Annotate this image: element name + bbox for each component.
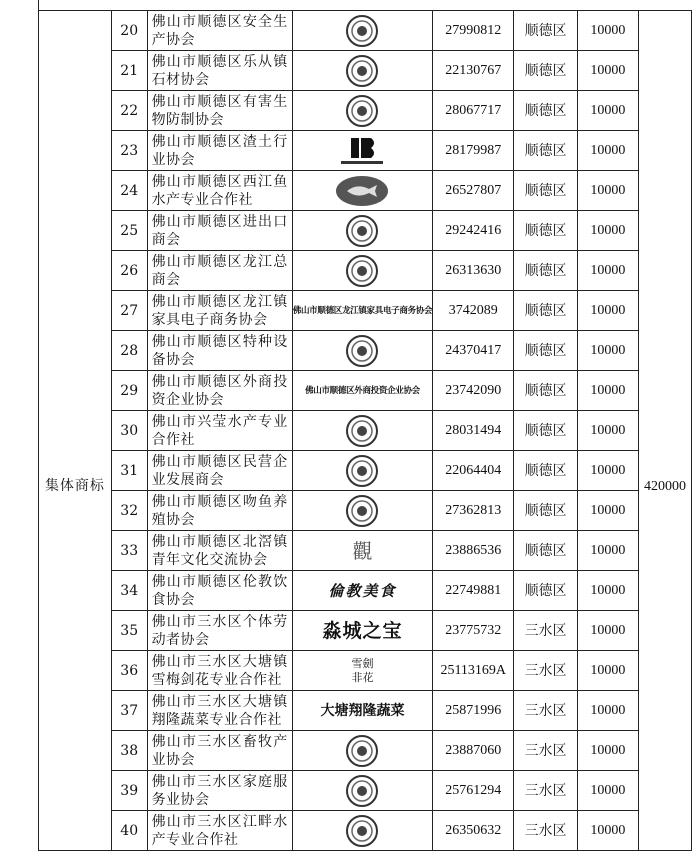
table-row [39, 211, 692, 251]
trademark-logo-glyph: 觀 [352, 538, 373, 563]
district: 顺德区 [514, 171, 578, 211]
trademark-logo-icon [345, 774, 379, 808]
district: 顺德区 [514, 531, 578, 571]
subsidy-amount: 10000 [577, 811, 638, 851]
district: 顺德区 [514, 131, 578, 171]
trademark-logo-cell [292, 411, 432, 451]
applicant-name: 佛山市顺德区西江鱼水产专业合作社 [147, 171, 292, 211]
applicant-name: 佛山市顺德区有害生物防制协会 [147, 91, 292, 131]
registration-number: 23775732 [433, 611, 514, 651]
trademark-logo-cell [292, 131, 432, 171]
row-number: 32 [111, 491, 147, 531]
applicant-name: 佛山市三水区家庭服务业协会 [147, 771, 292, 811]
applicant-name: 佛山市三水区畜牧产业协会 [147, 731, 292, 771]
subsidy-amount: 10000 [577, 51, 638, 91]
registration-number: 23742090 [433, 371, 514, 411]
district: 顺德区 [514, 451, 578, 491]
trademark-logo-icon [345, 254, 379, 288]
table-row [39, 91, 692, 131]
logo-line-2: 非花 [351, 670, 374, 684]
subsidy-amount: 10000 [577, 171, 638, 211]
category-label: 集体商标 [44, 477, 105, 494]
trademark-logo-icon [345, 334, 379, 368]
applicant-name: 佛山市三水区江畔水产专业合作社 [147, 811, 292, 851]
trademark-logo-icon [337, 135, 387, 167]
row-number: 34 [111, 571, 147, 611]
trademark-logo-icon [345, 414, 379, 448]
trademark-logo-cell [292, 291, 432, 331]
subsidy-amount: 10000 [577, 571, 638, 611]
applicant-name: 佛山市顺德区安全生产协会 [147, 11, 292, 51]
trademark-logo-text: 淼城之宝 [322, 619, 403, 642]
registration-number: 23886536 [433, 531, 514, 571]
subsidy-amount: 10000 [577, 11, 638, 51]
trademark-logo-cell [292, 531, 432, 571]
trademark-logo-text: 佛山市顺德区龙江镇家具电子商务协会 [292, 305, 433, 316]
registration-number: 22064404 [433, 451, 514, 491]
table-row [39, 491, 692, 531]
registration-number: 28179987 [433, 131, 514, 171]
trademark-logo-icon [345, 734, 379, 768]
district: 顺德区 [514, 291, 578, 331]
row-number: 22 [111, 91, 147, 131]
row-number: 30 [111, 411, 147, 451]
district: 三水区 [514, 691, 578, 731]
total-amount: 420000 [643, 478, 686, 494]
registration-number: 25871996 [433, 691, 514, 731]
logo-line-1: 雪劍 [351, 656, 374, 670]
district: 顺德区 [514, 11, 578, 51]
registration-number: 29242416 [433, 211, 514, 251]
trademark-logo-cell [292, 491, 432, 531]
registration-number: 26313630 [433, 251, 514, 291]
table-row [39, 51, 692, 91]
table-row [39, 571, 692, 611]
row-number: 39 [111, 771, 147, 811]
trademark-logo-cell [292, 91, 432, 131]
trademark-logo-icon [345, 214, 379, 248]
row-number: 37 [111, 691, 147, 731]
registration-number: 24370417 [433, 331, 514, 371]
table-row [39, 411, 692, 451]
row-number: 28 [111, 331, 147, 371]
table-row [39, 531, 692, 571]
table-row [39, 811, 692, 851]
subsidy-amount: 10000 [577, 451, 638, 491]
subsidy-amount: 10000 [577, 411, 638, 451]
subsidy-amount: 10000 [577, 491, 638, 531]
table-row [39, 691, 692, 731]
district: 三水区 [514, 811, 578, 851]
table-row [39, 291, 692, 331]
subsidy-amount: 10000 [577, 371, 638, 411]
applicant-name: 佛山市三水区大塘镇翔隆蔬菜专业合作社 [147, 691, 292, 731]
trademark-logo-cell [292, 691, 432, 731]
table-row [39, 251, 692, 291]
applicant-name: 佛山市顺德区吻鱼养殖协会 [147, 491, 292, 531]
trademark-logo-cell [292, 211, 432, 251]
registration-number: 25113169A [433, 651, 514, 691]
applicant-name: 佛山市顺德区乐从镇石材协会 [147, 51, 292, 91]
applicant-name: 佛山市兴莹水产专业合作社 [147, 411, 292, 451]
row-number: 40 [111, 811, 147, 851]
category-cell [39, 11, 112, 851]
registration-number: 28067717 [433, 91, 514, 131]
registration-number: 25761294 [433, 771, 514, 811]
row-number: 26 [111, 251, 147, 291]
trademark-logo-text [351, 657, 373, 685]
trademark-logo-cell [292, 251, 432, 291]
district: 三水区 [514, 771, 578, 811]
registration-number: 3742089 [433, 291, 514, 331]
subsidy-amount: 10000 [577, 91, 638, 131]
table-row [39, 771, 692, 811]
trademark-logo-cell [292, 451, 432, 491]
registration-number: 23887060 [433, 731, 514, 771]
district: 顺德区 [514, 51, 578, 91]
trademark-logo-cell [292, 11, 432, 51]
registration-number: 22749881 [433, 571, 514, 611]
registration-number: 27990812 [433, 11, 514, 51]
applicant-name: 佛山市三水区大塘镇雪梅剑花专业合作社 [147, 651, 292, 691]
table-row [39, 11, 692, 51]
district: 顺德区 [514, 411, 578, 451]
row-number: 25 [111, 211, 147, 251]
trademark-logo-cell [292, 611, 432, 651]
trademark-logo-cell [292, 811, 432, 851]
table-row [39, 611, 692, 651]
row-number: 24 [111, 171, 147, 211]
trademark-logo-icon [345, 494, 379, 528]
total-cell [638, 11, 691, 851]
registration-number: 26350632 [433, 811, 514, 851]
applicant-name: 佛山市顺德区外商投资企业协会 [147, 371, 292, 411]
district: 顺德区 [514, 571, 578, 611]
subsidy-amount: 10000 [577, 731, 638, 771]
trademark-logo-cell [292, 331, 432, 371]
district: 顺德区 [514, 331, 578, 371]
trademark-logo-text: 佛山市顺德区外商投资企业协会 [305, 385, 420, 396]
applicant-name: 佛山市顺德区龙江镇家具电子商务协会 [147, 291, 292, 331]
table-row [39, 331, 692, 371]
subsidy-amount: 10000 [577, 331, 638, 371]
registration-number: 26527807 [433, 171, 514, 211]
registration-number: 22130767 [433, 51, 514, 91]
row-number: 20 [111, 11, 147, 51]
trademark-logo-icon [335, 175, 389, 207]
row-number: 29 [111, 371, 147, 411]
district: 三水区 [514, 651, 578, 691]
subsidy-amount: 10000 [577, 251, 638, 291]
trademark-logo-icon [345, 94, 379, 128]
registration-number: 27362813 [433, 491, 514, 531]
trademark-logo-cell [292, 51, 432, 91]
row-number: 35 [111, 611, 147, 651]
trademark-logo-text: 大塘翔隆蔬菜 [320, 702, 405, 719]
trademark-logo-cell [292, 731, 432, 771]
trademark-logo-icon [345, 54, 379, 88]
trademark-logo-icon [345, 14, 379, 48]
district: 顺德区 [514, 251, 578, 291]
table-row [39, 371, 692, 411]
subsidy-amount: 10000 [577, 691, 638, 731]
trademark-logo-cell [292, 771, 432, 811]
district: 顺德区 [514, 91, 578, 131]
subsidy-amount: 10000 [577, 291, 638, 331]
applicant-name: 佛山市顺德区伦教饮食协会 [147, 571, 292, 611]
applicant-name: 佛山市顺德区龙江总商会 [147, 251, 292, 291]
registration-number: 28031494 [433, 411, 514, 451]
table-row [39, 451, 692, 491]
district: 顺德区 [514, 371, 578, 411]
row-number: 21 [111, 51, 147, 91]
subsidy-amount: 10000 [577, 771, 638, 811]
applicant-name: 佛山市三水区个体劳动者协会 [147, 611, 292, 651]
applicant-name: 佛山市顺德区进出口商会 [147, 211, 292, 251]
district: 顺德区 [514, 491, 578, 531]
applicant-name: 佛山市顺德区渣土行业协会 [147, 131, 292, 171]
applicant-name: 佛山市顺德区民营企业发展商会 [147, 451, 292, 491]
subsidy-amount: 10000 [577, 211, 638, 251]
row-number: 33 [111, 531, 147, 571]
trademark-logo-icon [345, 814, 379, 848]
district: 三水区 [514, 611, 578, 651]
trademark-logo-cell [292, 571, 432, 611]
district: 三水区 [514, 731, 578, 771]
applicant-name: 佛山市顺德区北滘镇青年文化交流协会 [147, 531, 292, 571]
subsidy-amount: 10000 [577, 131, 638, 171]
trademark-logo-cell [292, 171, 432, 211]
applicant-name: 佛山市顺德区特种设备协会 [147, 331, 292, 371]
subsidy-amount: 10000 [577, 531, 638, 571]
subsidy-amount: 10000 [577, 651, 638, 691]
trademark-logo-cell [292, 651, 432, 691]
table-row [39, 651, 692, 691]
row-number: 27 [111, 291, 147, 331]
district: 顺德区 [514, 211, 578, 251]
row-number: 36 [111, 651, 147, 691]
table-row [39, 731, 692, 771]
row-number: 23 [111, 131, 147, 171]
trademark-logo-text: 倫教美食 [328, 581, 397, 600]
row-number: 31 [111, 451, 147, 491]
trademark-logo-cell [292, 371, 432, 411]
table-edge-line [38, 0, 39, 10]
trademark-table [38, 10, 692, 851]
table-row [39, 171, 692, 211]
table-row [39, 131, 692, 171]
row-number: 38 [111, 731, 147, 771]
subsidy-amount: 10000 [577, 611, 638, 651]
trademark-logo-icon [345, 454, 379, 488]
